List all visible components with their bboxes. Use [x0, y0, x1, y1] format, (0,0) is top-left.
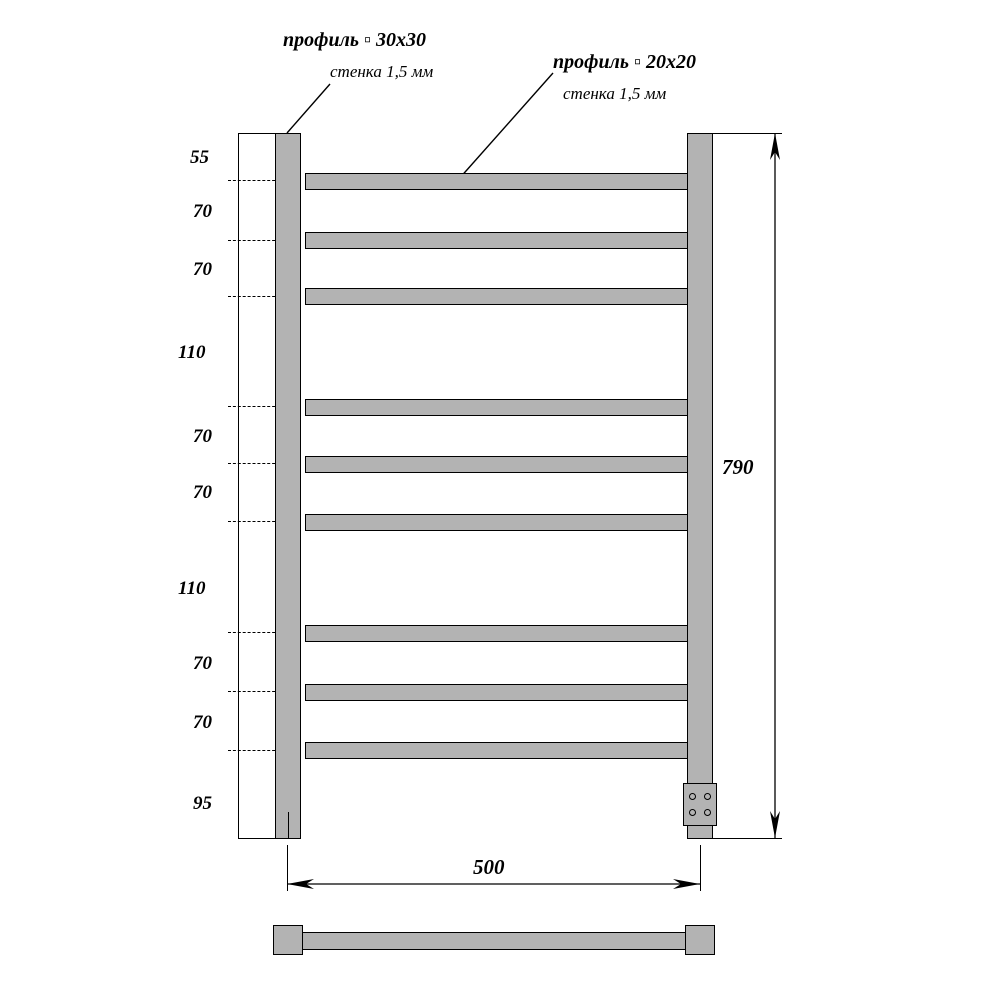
annotation-profile-30-title: профиль ▫ 30х30	[283, 29, 427, 51]
extension-line-width-right	[700, 845, 701, 891]
top-view-right-post	[685, 925, 715, 955]
top-view-crossbar	[287, 932, 701, 950]
level-tick	[228, 632, 280, 633]
dimension-label: 70	[193, 426, 212, 447]
dimension-label: 70	[193, 482, 212, 503]
level-tick	[228, 691, 280, 692]
dimension-label: 95	[193, 793, 212, 814]
arrowhead-width-left	[287, 879, 314, 889]
extension-line-width-left	[287, 845, 288, 891]
annotation-profile-20-sub: стенка 1,5 мм	[563, 84, 667, 103]
level-tick	[228, 750, 280, 751]
top-view-left-post	[273, 925, 303, 955]
rung-bar	[305, 514, 688, 531]
rung-bar	[305, 232, 688, 249]
control-hole-icon	[689, 793, 696, 800]
arrowhead-width-right	[673, 879, 700, 889]
leader-line-profile-20	[458, 73, 553, 180]
annotation-profile-30-sub: стенка 1,5 мм	[330, 62, 434, 81]
rung-bar	[305, 742, 688, 759]
rung-bar	[305, 684, 688, 701]
rung-bar	[305, 288, 688, 305]
level-tick	[228, 406, 280, 407]
total-height-label: 790	[722, 455, 754, 479]
right-vertical-post	[687, 133, 713, 839]
dimension-label: 70	[193, 201, 212, 222]
rung-bar	[305, 625, 688, 642]
post-seam-line	[288, 812, 289, 838]
control-hole-icon	[704, 809, 711, 816]
rung-bar	[305, 173, 688, 190]
dimension-label: 110	[178, 578, 206, 599]
arrowhead-total-height-top	[770, 133, 780, 160]
leader-line-profile-30	[287, 84, 330, 133]
level-tick	[228, 296, 280, 297]
left-vertical-post	[275, 133, 301, 839]
level-tick	[228, 240, 280, 241]
dimension-label: 110	[178, 342, 206, 363]
rung-bar	[305, 399, 688, 416]
annotation-profile-20-title: профиль ▫ 20х20	[553, 51, 697, 73]
control-unit-panel	[683, 783, 717, 826]
rung-bar	[305, 456, 688, 473]
level-tick	[228, 463, 280, 464]
control-hole-icon	[704, 793, 711, 800]
dimension-label: 70	[193, 259, 212, 280]
arrowhead-total-height-bottom	[770, 811, 780, 838]
control-hole-icon	[689, 809, 696, 816]
level-tick	[228, 180, 280, 181]
level-tick	[228, 521, 280, 522]
width-label: 500	[473, 855, 505, 879]
dimension-label: 55	[190, 147, 209, 168]
extension-line-left-vertical	[238, 133, 239, 839]
dimension-label: 70	[193, 653, 212, 674]
dimension-label: 70	[193, 712, 212, 733]
